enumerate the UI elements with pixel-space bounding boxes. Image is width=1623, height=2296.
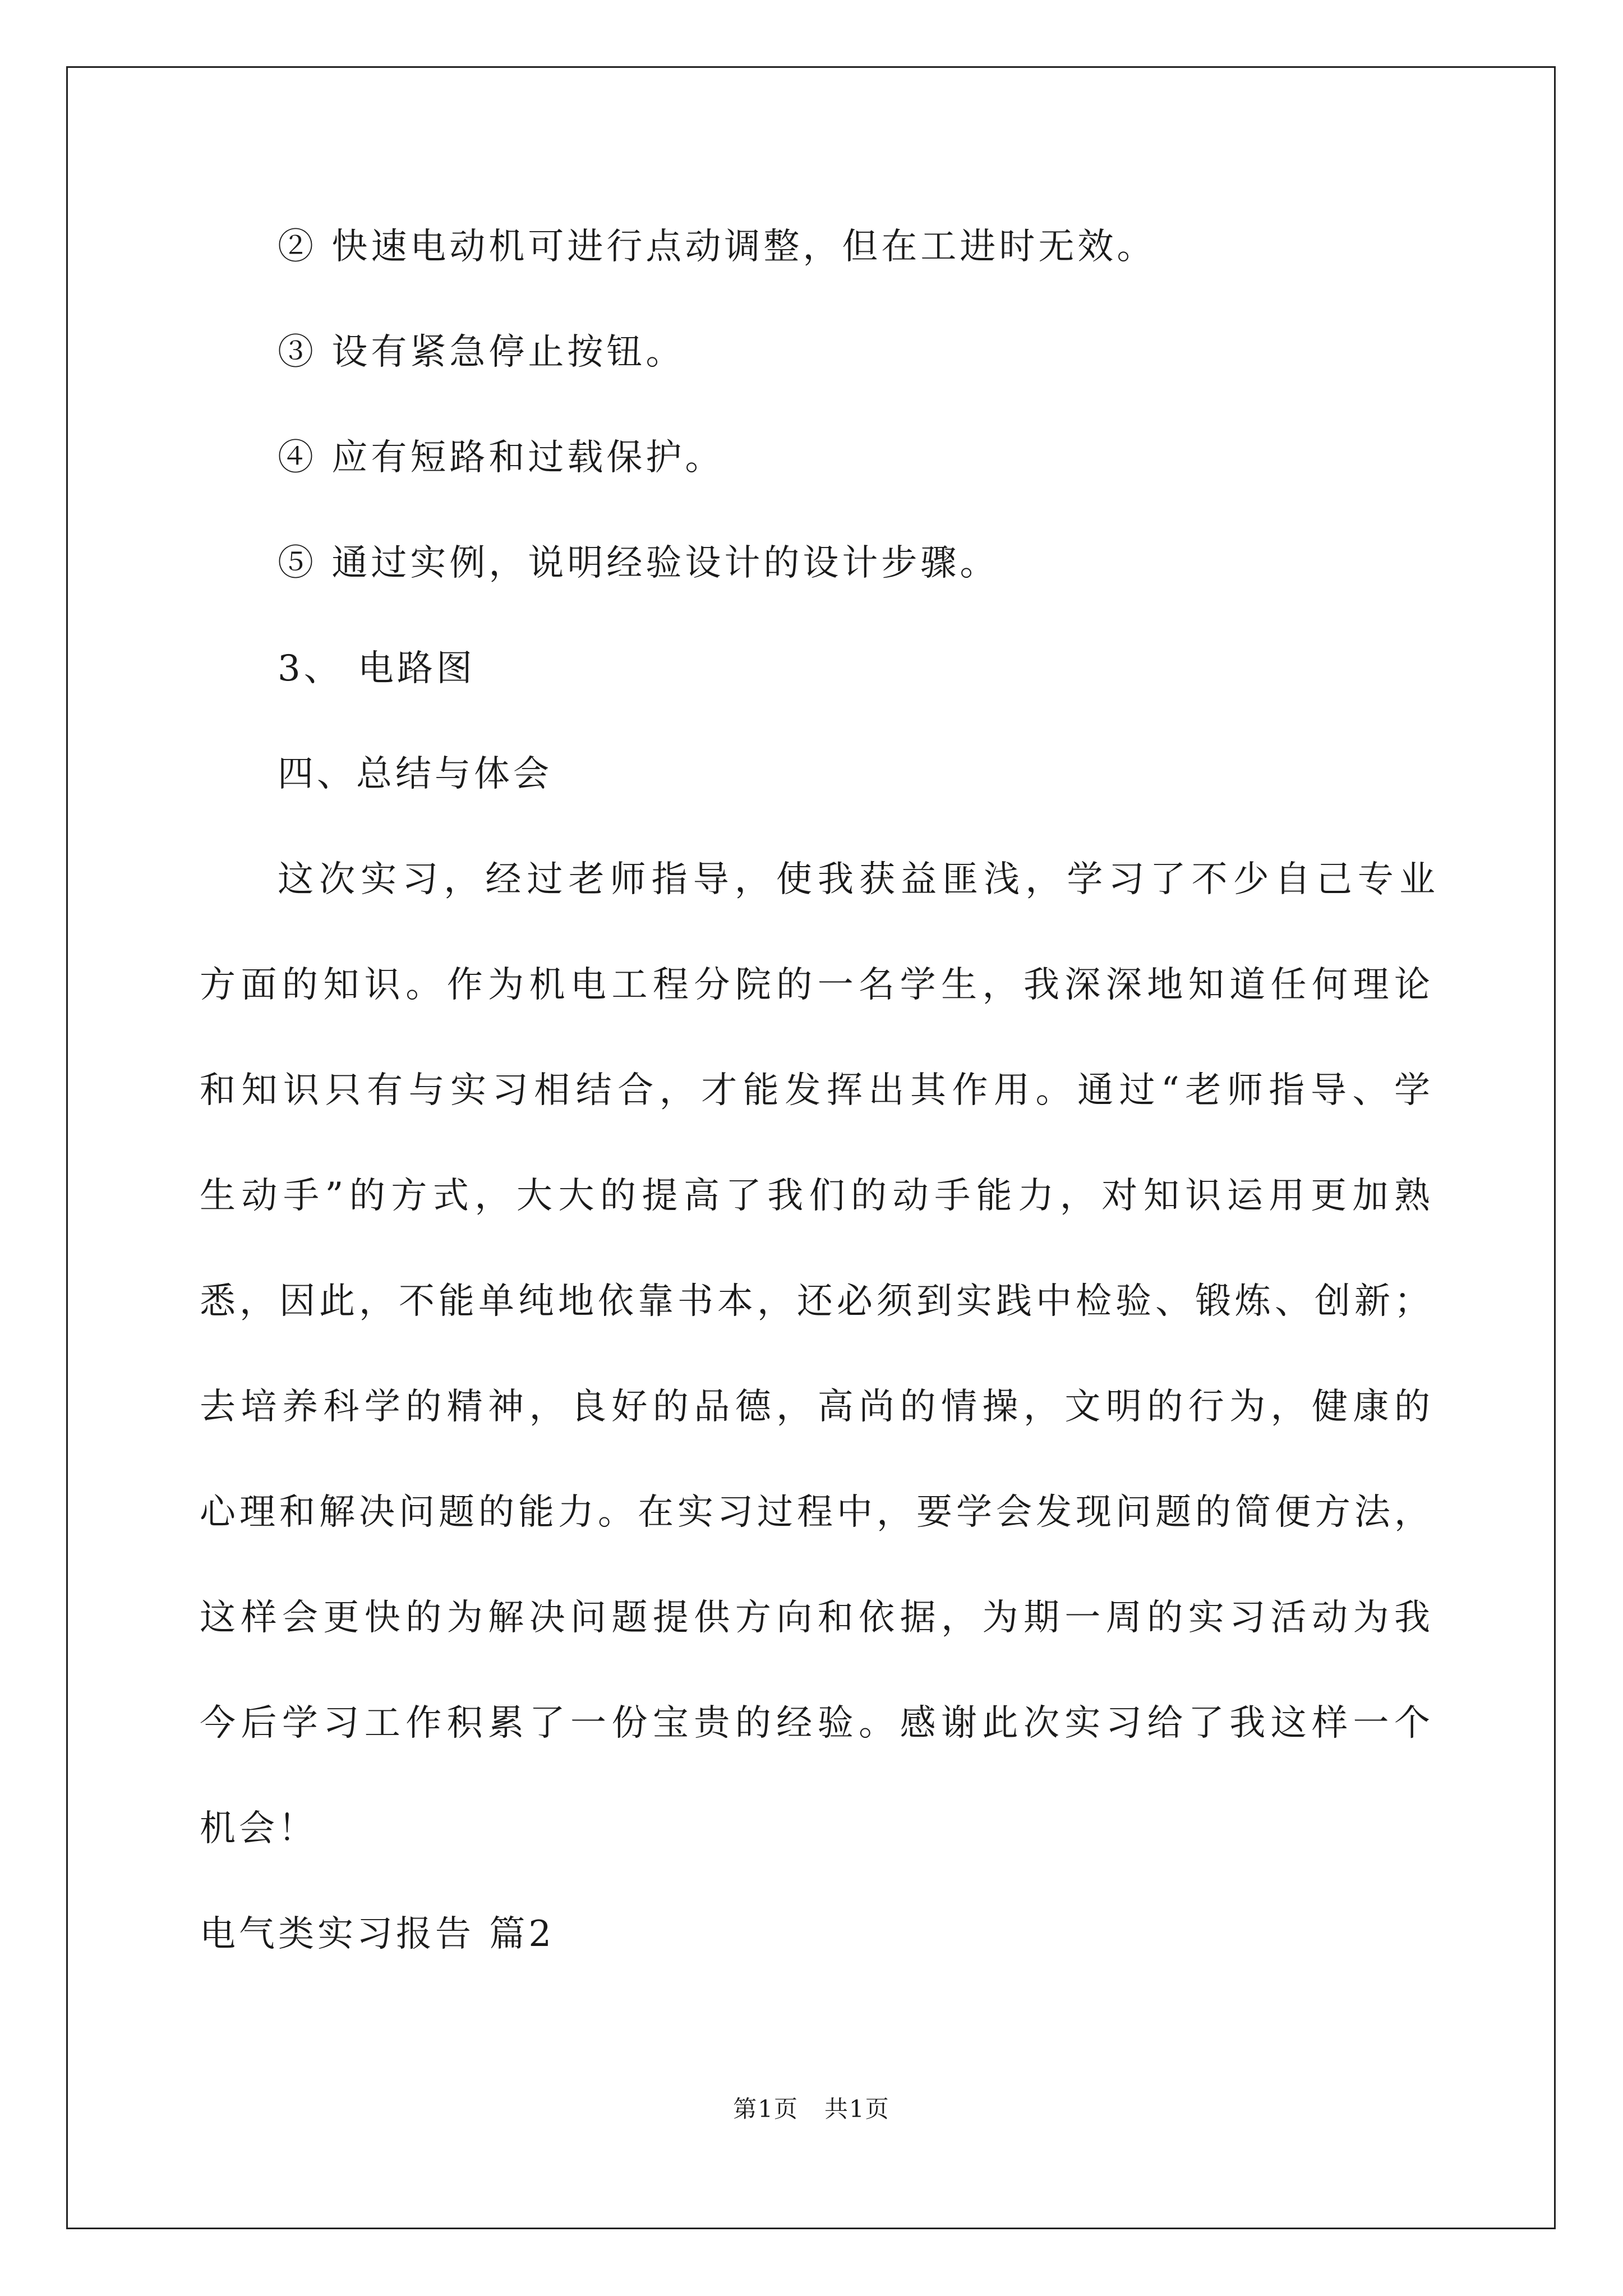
list-item-3: ③ 设有紧急停止按钮。 bbox=[278, 332, 685, 373]
paragraph-line-1: 这次实习，经过老师指导，使我获益匪浅，学习了不少自己专业 bbox=[278, 859, 1438, 900]
section-summary-heading: 四、总结与体会 bbox=[278, 753, 552, 795]
paragraph-line-2: 方面的知识。作为机电工程分院的一名学生，我深深地知道任何理论 bbox=[200, 964, 1433, 1006]
paragraph-line-7: 心理和解决问题的能力。在实习过程中，要学会发现问题的简便方法， bbox=[200, 1492, 1433, 1533]
paragraph-line-9: 今后学习工作积累了一份宝贵的经验。感谢此次实习给了我这样一个 bbox=[200, 1703, 1433, 1744]
paragraph-line-3: 和知识只有与实习相结合，才能发挥出其作用。通过“老师指导、学 bbox=[200, 1070, 1433, 1111]
paragraph-line-6: 去培养科学的精神，良好的品德，高尚的情操，文明的行为，健康的 bbox=[200, 1386, 1433, 1428]
list-item-2: ② 快速电动机可进行点动调整，但在工进时无效。 bbox=[278, 226, 1156, 268]
list-item-4: ④ 应有短路和过载保护。 bbox=[278, 437, 725, 478]
section-heading: 电气类实习报告 篇2 bbox=[200, 1913, 555, 1955]
paragraph-line-5: 悉，因此，不能单纯地依靠书本，还必须到实践中检验、锻炼、创新； bbox=[200, 1281, 1433, 1322]
paragraph-line-8: 这样会更快的为解决问题提供方向和依据，为期一周的实习活动为我 bbox=[200, 1597, 1433, 1639]
paragraph-line-4: 生动手”的方式，大大的提高了我们的动手能力，对知识运用更加熟 bbox=[200, 1175, 1433, 1217]
subsection-circuit-diagram: 3、 电路图 bbox=[278, 648, 476, 689]
list-item-5: ⑤ 通过实例，说明经验设计的设计步骤。 bbox=[278, 542, 999, 584]
page-footer: 第1页 共1页 bbox=[733, 2095, 890, 2123]
paragraph-line-10: 机会！ bbox=[200, 1808, 317, 1849]
page-border bbox=[66, 66, 1556, 2229]
